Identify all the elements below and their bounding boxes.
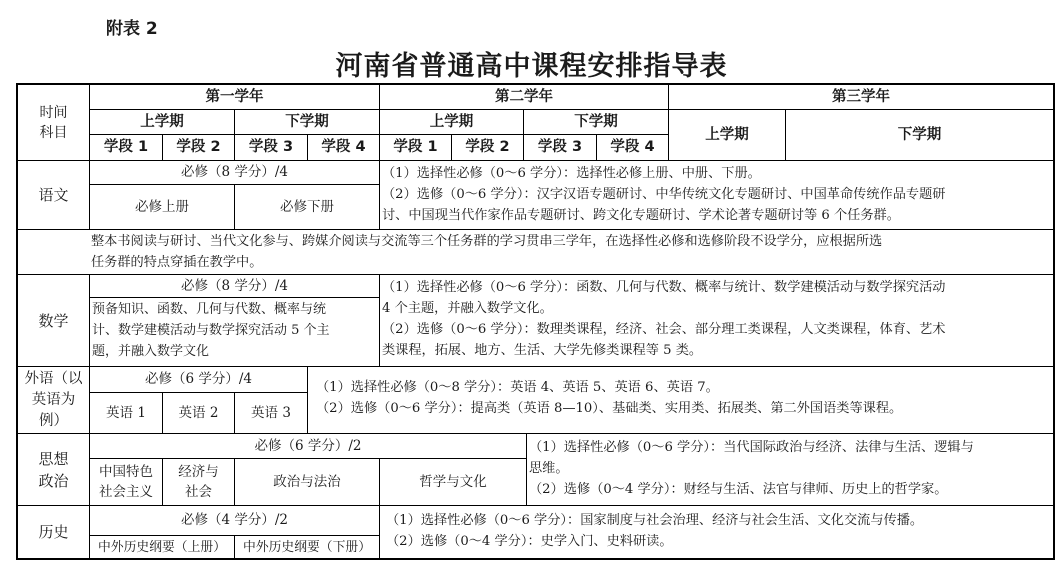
politics-required-part: 哲学与文化 xyxy=(419,473,487,490)
subject-history: 历史 xyxy=(38,523,69,541)
stage-cell: 学段 2 xyxy=(465,139,510,155)
math-electives xyxy=(380,276,1053,366)
chinese-required-part: 必修上册 xyxy=(135,198,189,215)
math-required: 必修（8 学分）/4 xyxy=(180,277,289,294)
elective-line: （2）选修（0～6 学分）：提高类（英语 8—10）、基础类、实用类、拓展类、第二外国语类等课程。 xyxy=(316,401,903,416)
subject-name-line: 外语（以 xyxy=(24,370,83,387)
foreign-required-part: 英语 3 xyxy=(251,404,291,421)
corner-subject-label: 科目 xyxy=(39,124,68,141)
chinese-required: 必修（8 学分）/4 xyxy=(180,164,289,180)
corner-time-label: 时间 xyxy=(39,104,68,121)
stage-cell: 学段 4 xyxy=(321,139,366,155)
chinese-electives xyxy=(380,161,1053,229)
subject-name-line: 思想 xyxy=(38,449,69,468)
year-1-header: 第一学年 xyxy=(205,88,264,105)
politics-required-part: 政治与法治 xyxy=(273,473,341,490)
elective-line: （2）选修（0～4 学分）：史学入门、史料研读。 xyxy=(386,534,673,549)
subject-name-line: 政治 xyxy=(38,471,69,490)
foreign-required-part: 英语 1 xyxy=(106,404,146,421)
history-required-part: 中外历史纲要（上册） xyxy=(98,539,226,555)
elective-line: 思维。 xyxy=(529,461,569,476)
corner-cell xyxy=(18,85,89,160)
part-line: 经济与 xyxy=(178,464,219,480)
stage-cell: 学段 3 xyxy=(537,139,583,155)
content-line: 题，并融入数学文化 xyxy=(92,344,210,359)
foreign-required: 必修（6 学分）/4 xyxy=(144,371,253,387)
y3-semester-2: 下学期 xyxy=(897,126,942,143)
page-title: 河南省普通高中课程安排指导表 xyxy=(335,51,728,82)
elective-line: （2）选修（0～6 学分）：汉字汉语专题研讨、中华传统文化专题研讨、中国革命传统作品专题研 xyxy=(382,187,946,202)
elective-line: 类课程，拓展、地方、生活、大学先修类课程等 5 类。 xyxy=(382,343,703,358)
stage-cell: 学段 4 xyxy=(610,139,655,155)
history-electives xyxy=(380,509,1053,558)
y1-semester-1: 上学期 xyxy=(140,113,184,130)
y2-semester-1: 上学期 xyxy=(429,113,474,130)
y3-semester-1: 上学期 xyxy=(705,126,749,143)
politics-required-part xyxy=(90,459,162,505)
elective-line: （1）选择性必修（0～8 学分）：英语 4、英语 5、英语 6、英语 7。 xyxy=(316,380,719,395)
elective-line: （1）选择性必修（0～6 学分）：国家制度与社会治理、经济与社会生活、文化交流与传播。 xyxy=(386,513,924,528)
part-line: 社会主义 xyxy=(99,484,153,500)
elective-line: （1）选择性必修（0～6 学分）：函数、几何与代数、概率与统计、数学建模活动与数学探究活动 xyxy=(382,280,946,295)
stage-cell: 学段 2 xyxy=(176,139,221,155)
history-required-part: 中外历史纲要（下册） xyxy=(243,539,371,555)
subject-politics xyxy=(18,434,89,505)
subject-chinese: 语文 xyxy=(38,186,69,204)
subject-foreign-language xyxy=(18,367,89,433)
stage-cell: 学段 3 xyxy=(248,139,294,155)
politics-required-part xyxy=(163,459,234,505)
elective-line: 讨、中国现当代作家作品专题研讨、跨文化专题研讨、学术论著专题研讨等 6 个任务群。 xyxy=(382,208,900,223)
subject-math: 数学 xyxy=(38,311,69,330)
stage-cell: 学段 1 xyxy=(393,139,438,155)
subject-name-line: 例） xyxy=(39,412,68,429)
elective-line: （2）选修（0～4 学分）：财经与生活、法官与律师、历史上的哲学家。 xyxy=(529,482,948,497)
chinese-note xyxy=(89,230,1053,274)
stage-cell: 学段 1 xyxy=(103,139,149,155)
year-2-header: 第二学年 xyxy=(495,88,553,105)
appendix-label: 附表 2 xyxy=(106,19,158,39)
chinese-required-part: 必修下册 xyxy=(280,198,334,215)
history-required: 必修（4 学分）/2 xyxy=(180,512,289,528)
politics-electives xyxy=(527,435,1053,505)
elective-line: 4 个主题，并融入数学文化。 xyxy=(382,301,553,316)
foreign-electives xyxy=(308,368,1053,433)
year-3-header: 第三学年 xyxy=(832,88,890,105)
y2-semester-2: 下学期 xyxy=(574,113,618,130)
elective-line: （1）选择性必修（0～6 学分）：选择性必修上册、中册、下册。 xyxy=(382,166,761,181)
math-required-content xyxy=(90,298,379,366)
note-line: 任务群的特点穿插在教学中。 xyxy=(91,255,263,270)
y1-semester-2: 下学期 xyxy=(285,113,329,130)
part-line: 中国特色 xyxy=(99,464,153,480)
foreign-required-part: 英语 2 xyxy=(178,404,219,421)
content-line: 计、数学建模活动与数学探究活动 5 个主 xyxy=(92,323,330,338)
note-line: 整本书阅读与研讨、当代文化参与、跨媒介阅读与交流等三个任务群的学习贯串三学年，在选择性必修和选修阶段不设学分，应根据所选 xyxy=(91,234,883,249)
politics-required: 必修（6 学分）/2 xyxy=(254,437,362,454)
elective-line: （2）选修（0～6 学分）：数理类课程，经济、社会、部分理工类课程，人文类课程，体育、艺术 xyxy=(382,322,946,337)
part-line: 社会 xyxy=(185,484,212,500)
subject-name-line: 英语为 xyxy=(31,391,76,408)
elective-line: （1）选择性必修（0～6 学分）：当代国际政治与经济、法律与生活、逻辑与 xyxy=(529,440,974,455)
content-line: 预备知识、函数、几何与代数、概率与统 xyxy=(92,302,327,317)
